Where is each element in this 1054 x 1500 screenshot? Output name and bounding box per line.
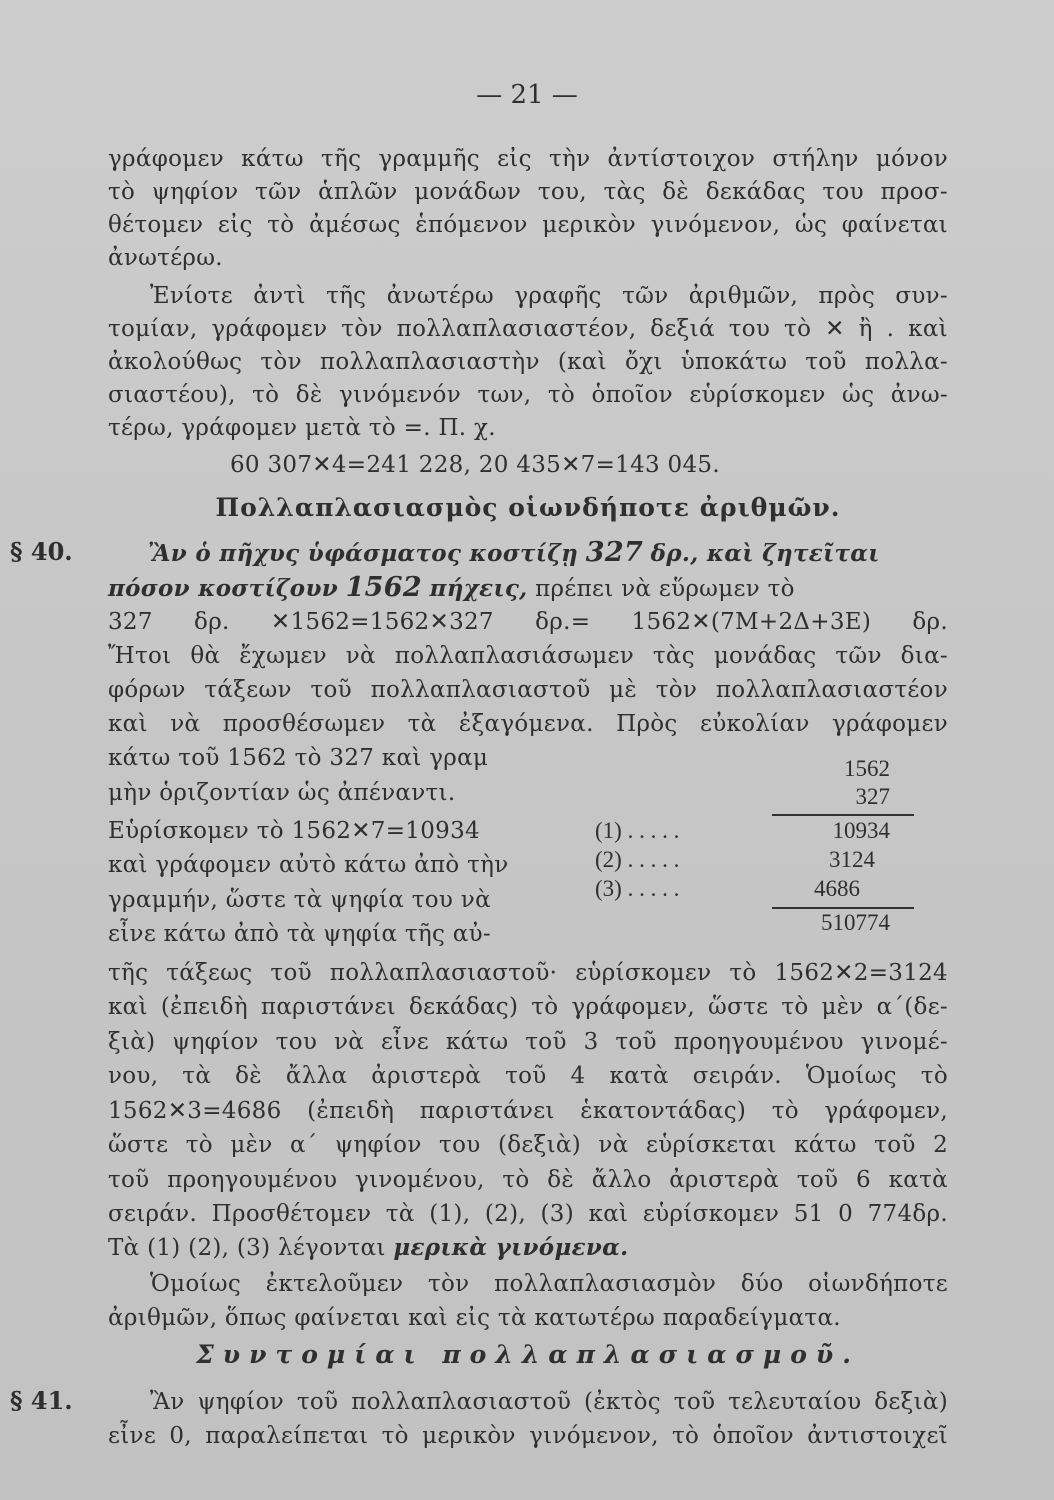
text-line: Ἐνίοτε ἀντὶ τῆς ἀνωτέρω γραφῆς τῶν ἀριθμῶν, πρὸς συν-	[150, 283, 948, 309]
problem-line	[108, 572, 948, 605]
text-line: καὶ νὰ προσθέσωμεν τὰ ἐξαγόμενα. Πρὸς εὐκολίαν γράφομεν	[108, 711, 948, 737]
text-line: Ἂν ψηφίον τοῦ πολλαπλασιαστοῦ (ἐκτὸς τοῦ τελευταίου δεξιὰ)	[150, 1389, 948, 1415]
problem-line	[148, 537, 948, 570]
text-line: τῆς τάξεως τοῦ πολλαπλασιαστοῦ· εὑρίσκομεν τὸ 1562✕2=3124	[108, 960, 948, 986]
text-line: Ἤτοι θὰ ἔχωμεν νὰ πολλαπλασιάσωμεν τὰς μονάδας τῶν δια-	[108, 643, 948, 669]
text-line: ὥστε τὸ μὲν α΄ ψηφίον του (δεξιὰ) νὰ εὑρίσκεται κάτω τοῦ 2	[108, 1132, 948, 1158]
multiplicand: 1562	[844, 756, 890, 781]
text-line: σιαστέου), τὸ δὲ γινόμενόν των, τὸ ὁποῖον εὑρίσκομεν ὡς ἀνω-	[108, 382, 948, 408]
text-line: τὸ ψηφίον τῶν ἁπλῶν μονάδων του, τὰς δὲ δεκάδας του προσ-	[108, 179, 948, 205]
text-line: τέρω, γράφομεν μετὰ τὸ =. Π. χ.	[108, 415, 496, 441]
partial-label: (2) . . . . .	[595, 847, 680, 872]
text-line: εἶνε 0, παραλείπεται τὸ μερικὸν γινόμενον, τὸ ὁποῖον ἀντιστοιχεῖ	[108, 1423, 948, 1449]
text-line: 327 δρ. ✕1562=1562✕327 δρ.= 1562✕(7Μ+2Δ+3Ε) δρ.	[108, 609, 948, 635]
problem-italic: δρ., καὶ ζητεῖται	[650, 540, 880, 567]
problem-text: πρέπει νὰ εὕρωμεν τὸ	[535, 576, 795, 602]
problem-number: 1562	[345, 572, 422, 603]
text-line: ξιὰ) ψηφίον του νὰ εἶνε κάτω τοῦ 3 τοῦ προηγουμένου γινομέ-	[108, 1029, 948, 1055]
text-line: Ὁμοίως ἐκτελοῦμεν τὸν πολλαπλασιασμὸν δύο οἱωνδήποτε	[150, 1271, 948, 1297]
partial-product: 10934	[832, 818, 890, 843]
text-line: 1562✕3=4686 (ἐπειδὴ παριστάνει ἑκατοντάδας) τὸ γράφομεν,	[108, 1098, 948, 1124]
text-line: θέτομεν εἰς τὸ ἀμέσως ἑπόμενον μερικὸν γινόμενον, ὡς φαίνεται	[108, 212, 948, 238]
problem-italic: πήχεις,	[429, 575, 528, 602]
text-line: Εὑρίσκομεν τὸ 1562✕7=10934	[108, 818, 480, 844]
text-line: νου, τὰ δὲ ἄλλα ἀριστερὰ τοῦ 4 κατὰ σειράν. Ὁμοίως τὸ	[108, 1063, 948, 1089]
section-heading: Συντομίαι πολλαπλασιασμοῦ.	[196, 1340, 860, 1369]
partial-label: (1) . . . . .	[595, 818, 680, 843]
section-number: § 40.	[10, 537, 73, 566]
section-number: § 41.	[10, 1386, 73, 1415]
horizontal-rule	[772, 907, 914, 909]
text-line: γράφομεν κάτω τῆς γραμμῆς εἰς τὴν ἀντίστοιχον στήλην μόνον	[108, 146, 948, 172]
text-line: γραμμήν, ὥστε τὰ ψηφία του νὰ	[108, 887, 491, 913]
text-line: καὶ γράφομεν αὐτὸ κάτω ἀπὸ τὴν	[108, 852, 509, 878]
multiplier: 327	[855, 784, 890, 809]
page-number: — 21 —	[476, 80, 578, 110]
partial-product: 3124	[829, 847, 875, 872]
text-line: καὶ (ἐπειδὴ παριστάνει δεκάδας) τὸ γράφομεν, ὥστε τὸ μὲν α΄(δε-	[108, 994, 948, 1020]
partial-product: 4686	[814, 876, 860, 901]
text-line: ἀκολούθως τὸν πολλαπλασιαστὴν (καὶ ὄχι ὑποκάτω τοῦ πολλα-	[108, 349, 948, 375]
text-line: ἀριθμῶν, ὅπως φαίνεται καὶ εἰς τὰ κατωτέρω παραδείγματα.	[108, 1305, 841, 1331]
text-line: σειράν. Προσθέτομεν τὰ (1), (2), (3) καὶ εὑρίσκομεν 51 0 774δρ.	[108, 1201, 948, 1227]
text-line: κάτω τοῦ 1562 τὸ 327 καὶ γραμ	[108, 745, 489, 771]
text-line: τομίαν, γράφομεν τὸν πολλαπλασιαστέον, δεξιά του τὸ ✕ ἢ . καὶ	[108, 316, 948, 342]
final-product: 510774	[821, 910, 890, 935]
term-italic: μερικὰ γινόμενα.	[393, 1234, 629, 1261]
problem-number: 327	[585, 537, 644, 568]
example-line: 60 307✕4=241 228, 20 435✕7=143 045.	[230, 452, 720, 478]
text-line: μὴν ὁριζοντίαν ὡς ἀπέναντι.	[108, 780, 456, 806]
partial-label: (3) . . . . .	[595, 876, 680, 901]
text-line: εἶνε κάτω ἀπὸ τὰ ψηφία τῆς αὐ-	[108, 921, 491, 947]
problem-italic: πόσον κοστίζουν	[108, 575, 338, 602]
text-line: τοῦ προηγουμένου γινομένου, τὸ δὲ ἄλλο ἀριστερὰ τοῦ 6 κατὰ	[108, 1167, 948, 1193]
text-line: φόρων τάξεων τοῦ πολλαπλασιαστοῦ μὲ τὸν πολλαπλασιαστέον	[108, 677, 948, 703]
horizontal-rule	[772, 814, 914, 816]
text-line	[108, 1232, 948, 1264]
text-plain: Τὰ (1) (2), (3) λέγονται	[108, 1235, 386, 1261]
text-line: ἀνωτέρω.	[108, 245, 223, 271]
section-heading: Πολλαπλασιασμὸς οἱωνδήποτε ἀριθμῶν.	[215, 493, 841, 522]
problem-italic: Ἂν ὁ πῆχυς ὑφάσματος κοστίζῃ	[148, 540, 579, 567]
